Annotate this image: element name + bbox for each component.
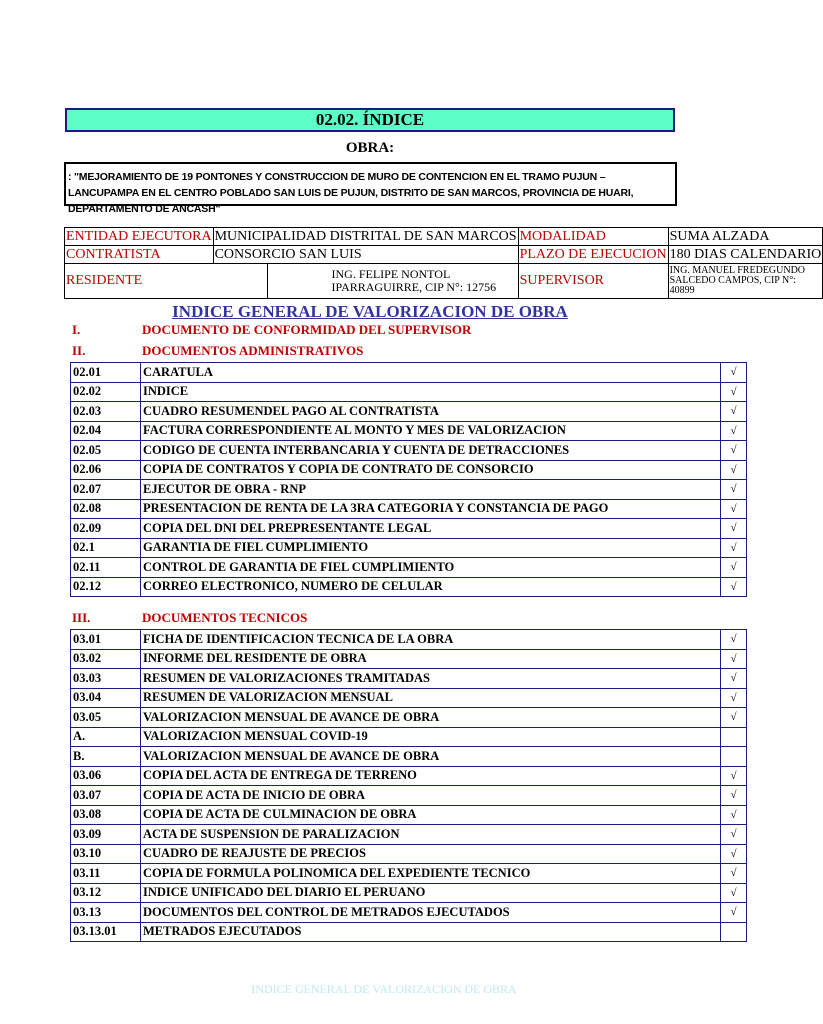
- table-row: [71, 903, 747, 923]
- item-code: 03.05: [71, 708, 141, 728]
- entidad-label: ENTIDAD EJECUTORA: [66, 228, 212, 244]
- item-check-mark: [721, 747, 747, 767]
- item-code: 02.06: [71, 460, 141, 480]
- item-code: 03.13: [71, 903, 141, 923]
- table-row: [71, 630, 747, 650]
- item-description: GARANTIA DE FIEL CUMPLIMIENTO: [141, 538, 721, 558]
- item-description: INDICE UNIFICADO DEL DIARIO EL PERUANO: [141, 883, 721, 903]
- modalidad-label: MODALIDAD: [518, 228, 668, 246]
- item-code: 02.04: [71, 421, 141, 441]
- item-check-mark: √: [721, 538, 747, 558]
- item-code: 03.06: [71, 766, 141, 786]
- item-check-mark: √: [721, 864, 747, 884]
- item-description: VALORIZACION MENSUAL COVID-19: [141, 727, 721, 747]
- item-description: COPIA DE ACTA DE CULMINACION DE OBRA: [141, 805, 721, 825]
- table-row: [71, 480, 747, 500]
- table-row: [71, 441, 747, 461]
- item-description: RESUMEN DE VALORIZACIONES TRAMITADAS: [141, 669, 721, 689]
- item-description: CUADRO RESUMENDEL PAGO AL CONTRATISTA: [141, 402, 721, 422]
- item-code: 02.08: [71, 499, 141, 519]
- contratista-label: CONTRATISTA: [65, 246, 214, 264]
- section-label: DOCUMENTOS ADMINISTRATIVOS: [142, 343, 364, 358]
- table-row: [71, 382, 747, 402]
- item-description: DOCUMENTOS DEL CONTROL DE METRADOS EJECUTADOS: [141, 903, 721, 923]
- item-description: CODIGO DE CUENTA INTERBANCARIA Y CUENTA DE DETRACCIONES: [141, 441, 721, 461]
- item-description: COPIA DE FORMULA POLINOMICA DEL EXPEDIENTE TECNICO: [141, 864, 721, 884]
- item-check-mark: √: [721, 558, 747, 578]
- item-check-mark: √: [721, 708, 747, 728]
- table-row: [71, 825, 747, 845]
- item-code: 02.05: [71, 441, 141, 461]
- item-check-mark: √: [721, 766, 747, 786]
- item-description: FACTURA CORRESPONDIENTE AL MONTO Y MES DE VALORIZACION: [141, 421, 721, 441]
- section-number: III.: [72, 610, 91, 625]
- item-check-mark: √: [721, 441, 747, 461]
- item-description: VALORIZACION MENSUAL DE AVANCE DE OBRA: [141, 747, 721, 767]
- main-index-title: INDICE GENERAL DE VALORIZACION DE OBRA: [172, 302, 568, 321]
- table-row: [71, 499, 747, 519]
- residente-label: RESIDENTE: [65, 264, 268, 299]
- item-description: INDICE: [141, 382, 721, 402]
- item-description: COPIA DE CONTRATOS Y COPIA DE CONTRATO DE CONSORCIO: [141, 460, 721, 480]
- table-row: [71, 922, 747, 942]
- plazo-label: PLAZO DE EJECUCION: [519, 246, 667, 262]
- item-check-mark: √: [721, 577, 747, 597]
- table-row: [71, 708, 747, 728]
- table-row: [71, 766, 747, 786]
- item-code: 02.12: [71, 577, 141, 597]
- table-row: [71, 688, 747, 708]
- item-check-mark: √: [721, 649, 747, 669]
- item-check-mark: √: [721, 499, 747, 519]
- table-row: [71, 519, 747, 539]
- item-code: 03.10: [71, 844, 141, 864]
- table-row: [71, 460, 747, 480]
- item-description: CARATULA: [141, 363, 721, 383]
- item-code: 02.09: [71, 519, 141, 539]
- admin-documents-table: [70, 362, 747, 597]
- item-check-mark: √: [721, 825, 747, 845]
- table-row: [71, 805, 747, 825]
- table-row: [71, 727, 747, 747]
- item-description: PRESENTACION DE RENTA DE LA 3RA CATEGORIA Y CONSTANCIA DE PAGO: [141, 499, 721, 519]
- item-check-mark: √: [721, 460, 747, 480]
- item-description: COPIA DEL DNI DEL PREPRESENTANTE LEGAL: [141, 519, 721, 539]
- item-code: 03.08: [71, 805, 141, 825]
- table-row: [71, 883, 747, 903]
- item-description: ACTA DE SUSPENSION DE PARALIZACION: [141, 825, 721, 845]
- item-check-mark: √: [721, 630, 747, 650]
- section-label: DOCUMENTO DE CONFORMIDAD DEL SUPERVISOR: [142, 322, 472, 337]
- item-check-mark: √: [721, 519, 747, 539]
- item-check-mark: √: [721, 402, 747, 422]
- table-row: [71, 844, 747, 864]
- table-row: [71, 669, 747, 689]
- plazo-value: 180 DIAS CALENDARIO: [669, 246, 822, 262]
- item-check-mark: √: [721, 805, 747, 825]
- item-code: 03.13.01: [71, 922, 141, 942]
- item-code: 03.03: [71, 669, 141, 689]
- item-check-mark: √: [721, 688, 747, 708]
- table-row: [71, 577, 747, 597]
- modalidad-value: SUMA ALZADA: [668, 228, 823, 246]
- tech-documents-table: [70, 629, 747, 942]
- item-check-mark: √: [721, 883, 747, 903]
- supervisor-label: SUPERVISOR: [518, 264, 668, 299]
- table-row: [71, 649, 747, 669]
- item-code: 03.02: [71, 649, 141, 669]
- item-description: CONTROL DE GARANTIA DE FIEL CUMPLIMIENTO: [141, 558, 721, 578]
- table-row: [71, 363, 747, 383]
- obra-description: : "MEJORAMIENTO DE 19 PONTONES Y CONSTRUCCION DE MURO DE CONTENCION EN EL TRAMO PUJUN – LANCUPAMPA EN EL CENTRO POBLADO SAN LUIS DE PUJUN, DISTRITO DE SAN MARCOS, PROVINCIA DE HUARI, DEPARTAMENTO DE ANCASH": [64, 162, 677, 206]
- item-code: 02.01: [71, 363, 141, 383]
- contratista-value: CONSORCIO SAN LUIS: [213, 246, 518, 264]
- item-code: 03.12: [71, 883, 141, 903]
- residente-value: ING. FELIPE NONTOL IPARRAGUIRRE, CIP N°: 12756: [267, 264, 518, 299]
- item-code: 02.11: [71, 558, 141, 578]
- item-check-mark: [721, 922, 747, 942]
- table-row: [71, 558, 747, 578]
- item-description: VALORIZACION MENSUAL DE AVANCE DE OBRA: [141, 708, 721, 728]
- section-number: II.: [72, 343, 86, 358]
- project-info-table: [64, 227, 823, 299]
- supervisor-value: ING. MANUEL FREDEGUNDO SALCEDO CAMPOS, CIP N°: 40899: [668, 264, 823, 299]
- section-number: I.: [72, 322, 81, 337]
- item-description: METRADOS EJECUTADOS: [141, 922, 721, 942]
- table-row: [71, 864, 747, 884]
- table-row: [71, 421, 747, 441]
- item-code: 02.1: [71, 538, 141, 558]
- item-description: COPIA DE ACTA DE INICIO DE OBRA: [141, 786, 721, 806]
- entidad-value: MUNICIPALIDAD DISTRITAL DE SAN MARCOS: [214, 228, 517, 244]
- item-code: 03.11: [71, 864, 141, 884]
- item-code: 03.09: [71, 825, 141, 845]
- table-row: [71, 538, 747, 558]
- item-check-mark: √: [721, 363, 747, 383]
- item-code: 03.07: [71, 786, 141, 806]
- item-code: 02.02: [71, 382, 141, 402]
- item-code: 03.01: [71, 630, 141, 650]
- item-code: B.: [71, 747, 141, 767]
- item-check-mark: √: [721, 669, 747, 689]
- item-description: COPIA DEL ACTA DE ENTREGA DE TERRENO: [141, 766, 721, 786]
- index-title-banner: [65, 108, 675, 132]
- index-title: 02.02. ÍNDICE: [315, 110, 425, 129]
- table-row: [71, 402, 747, 422]
- item-description: RESUMEN DE VALORIZACION MENSUAL: [141, 688, 721, 708]
- item-code: 03.04: [71, 688, 141, 708]
- table-row: [71, 786, 747, 806]
- item-check-mark: √: [721, 844, 747, 864]
- item-description: CORREO ELECTRONICO, NUMERO DE CELULAR: [141, 577, 721, 597]
- item-check-mark: √: [721, 421, 747, 441]
- item-description: EJECUTOR DE OBRA - RNP: [141, 480, 721, 500]
- item-code: 02.03: [71, 402, 141, 422]
- item-check-mark: √: [721, 480, 747, 500]
- item-description: CUADRO DE REAJUSTE DE PRECIOS: [141, 844, 721, 864]
- obra-label: OBRA:: [345, 140, 395, 156]
- item-code: 02.07: [71, 480, 141, 500]
- item-check-mark: √: [721, 382, 747, 402]
- item-check-mark: [721, 727, 747, 747]
- footer-watermark-text: INDICE GENERAL DE VALORIZACION DE OBRA: [251, 982, 517, 996]
- table-row: [71, 747, 747, 767]
- item-description: INFORME DEL RESIDENTE DE OBRA: [141, 649, 721, 669]
- item-check-mark: √: [721, 903, 747, 923]
- item-description: FICHA DE IDENTIFICACION TECNICA DE LA OBRA: [141, 630, 721, 650]
- section-label: DOCUMENTOS TECNICOS: [142, 610, 308, 625]
- item-code: A.: [71, 727, 141, 747]
- item-check-mark: √: [721, 786, 747, 806]
